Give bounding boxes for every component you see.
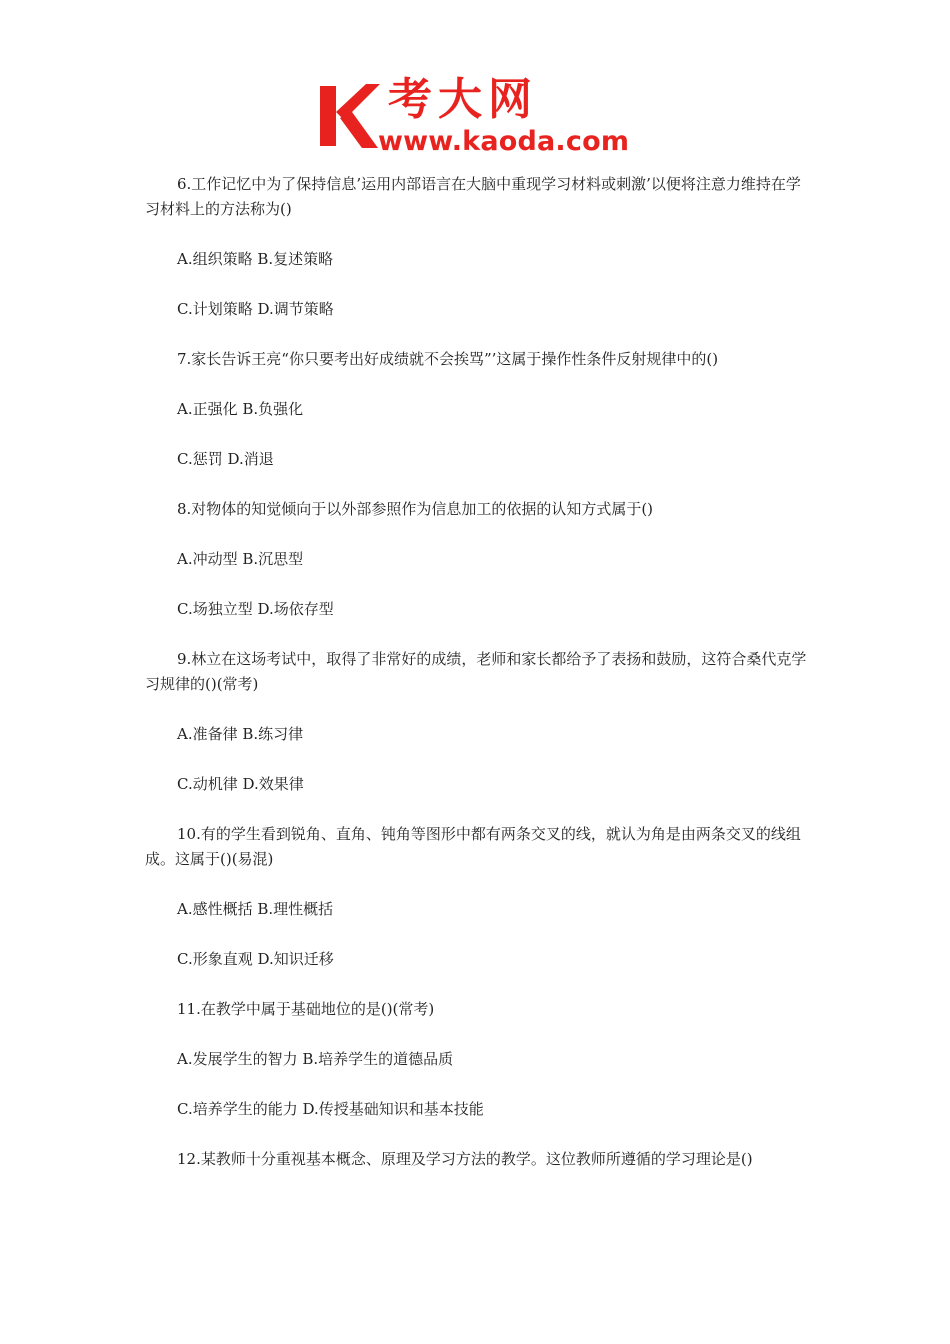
question-11-options-cd: C.培养学生的能力 D.传授基础知识和基本技能: [177, 1100, 484, 1118]
question-11-options-ab: A.发展学生的智力 B.培养学生的道德品质: [177, 1050, 454, 1068]
question-9-options-ab: A.准备律 B.练习律: [177, 725, 304, 743]
document-body: [145, 172, 810, 1197]
question-10-options-cd: C.形象直观 D.知识迁移: [177, 950, 334, 968]
question-7-options-cd: C.惩罚 D.消退: [177, 450, 274, 468]
question-7-options-ab: A.正强化 B.负强化: [177, 400, 304, 418]
question-8: 8.对物体的知觉倾向于以外部参照作为信息加工的依据的认知方式属于(): [177, 500, 654, 518]
question-10: 10.有的学生看到锐角、直角、钝角等图形中都有两条交叉的线，就认为角是由两条交叉的线组成。这属于()(易混): [145, 825, 801, 868]
question-8-options-cd: C.场独立型 D.场依存型: [177, 600, 334, 618]
k-logo-icon: [318, 82, 382, 150]
question-7: 7.家长告诉王亮“你只要考出好成绩就不会挨骂”’这属于操作性条件反射规律中的(): [177, 350, 719, 368]
question-11: 11.在教学中属于基础地位的是()(常考): [177, 1000, 435, 1018]
kaoda-logo: [318, 74, 640, 158]
question-6-options-ab: A.组织策略 B.复述策略: [177, 250, 334, 268]
question-9-options-cd: C.动机律 D.效果律: [177, 775, 304, 793]
question-9: 9.林立在这场考试中，取得了非常好的成绩，老师和家长都给予了表扬和鼓励，这符合桑代克学习规律的()(常考): [145, 650, 807, 693]
question-10-options-ab: A.感性概括 B.理性概括: [177, 900, 334, 918]
logo-url-text: www.kaoda.com: [378, 126, 630, 157]
question-12: 12.某教师十分重视基本概念、原理及学习方法的教学。这位教师所遵循的学习理论是(): [177, 1150, 753, 1168]
logo-brand-text: 考大网: [388, 74, 538, 125]
question-6-options-cd: C.计划策略 D.调节策略: [177, 300, 334, 318]
question-8-options-ab: A.冲动型 B.沉思型: [177, 550, 304, 568]
question-6: 6.工作记忆中为了保持信息’运用内部语言在大脑中重现学习材料或刺激’以便将注意力维持在学习材料上的方法称为(): [145, 175, 801, 218]
